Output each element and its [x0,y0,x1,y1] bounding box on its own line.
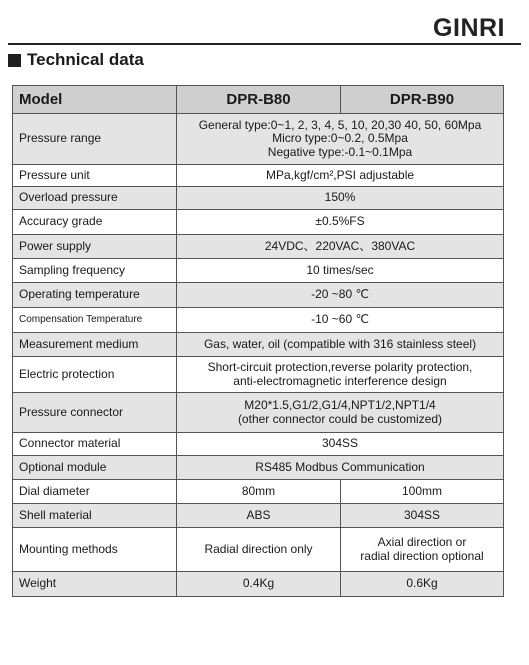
row-value: 10 times/sec [177,259,504,283]
value-line: Micro type:0~0.2, 0.5Mpa [272,131,408,146]
value-line: Axial direction or [377,535,467,549]
table-row [13,393,504,433]
row-value: -20 ~80 ℃ [177,283,504,308]
value-line: Negative type:-0.1~0.1Mpa [267,144,413,159]
model-a: DPR-B80 [177,86,341,114]
row-label: Compensation Temperature [13,308,177,333]
row-value: Gas, water, oil (compatible with 316 stainless steel) [177,333,504,357]
value-line: anti-electromagnetic interference design [233,373,447,388]
section-heading [8,50,144,70]
table-row [13,456,504,480]
table-row [13,114,504,165]
value-line: radial direction optional [360,548,484,563]
table-row [13,504,504,528]
spec-table [12,85,504,597]
row-label: Dial diameter [13,480,177,504]
value-line: General type:0~1, 2, 3, 4, 5, 10, 20,30 40, 50, 60Mpa [198,117,482,132]
table-row [13,333,504,357]
row-value: ±0.5%FS [177,210,504,235]
row-value: RS485 Modbus Communication [177,456,504,480]
row-value-b: 100mm [341,480,504,504]
row-value-a: 80mm [177,480,341,504]
square-bullet-icon [8,54,21,67]
model-label: Model [13,86,177,114]
row-label: Electric protection [13,357,177,393]
table-row [13,210,504,235]
table-row [13,480,504,504]
row-label: Pressure range [13,114,177,165]
table-row [13,433,504,456]
row-value [177,114,504,165]
row-label: Mounting methods [13,528,177,572]
row-value-b: 0.6Kg [341,572,504,597]
table-row [13,165,504,187]
brand-divider [8,43,521,45]
row-value-a: ABS [177,504,341,528]
model-b: DPR-B90 [341,86,504,114]
row-label: Operating temperature [13,283,177,308]
section-title: Technical data [27,50,144,69]
row-value [177,393,504,433]
brand-logo: GINRI [433,14,505,42]
row-value: -10 ~60 ℃ [177,308,504,333]
table-row [13,235,504,259]
row-value: MPa,kgf/cm²,PSI adjustable [177,165,504,187]
row-label: Overload pressure [13,187,177,210]
row-label: Connector material [13,433,177,456]
row-value: 24VDC、220VAC、380VAC [177,235,504,259]
table-row [13,259,504,283]
row-value-a: Radial direction only [177,528,341,572]
value-line: (other connector could be customized) [237,411,443,426]
row-value-b [341,528,504,572]
row-label: Power supply [13,235,177,259]
row-value-b: 304SS [341,504,504,528]
row-label: Pressure connector [13,393,177,433]
table-row [13,308,504,333]
table-row [13,187,504,210]
row-value [177,357,504,393]
value-line: Short-circuit protection,reverse polarity protection, [207,360,473,374]
table-row [13,572,504,597]
row-label: Weight [13,572,177,597]
table-row [13,528,504,572]
table-header-row [13,86,504,114]
row-label: Accuracy grade [13,210,177,235]
row-value-a: 0.4Kg [177,572,341,597]
row-label: Shell material [13,504,177,528]
table-row [13,357,504,393]
row-label: Pressure unit [13,165,177,187]
value-line: M20*1.5,G1/2,G1/4,NPT1/2,NPT1/4 [244,398,436,412]
row-label: Measurement medium [13,333,177,357]
row-label: Optional module [13,456,177,480]
row-value: 150% [177,187,504,210]
row-value: 304SS [177,433,504,456]
row-label: Sampling frequency [13,259,177,283]
table-row [13,283,504,308]
